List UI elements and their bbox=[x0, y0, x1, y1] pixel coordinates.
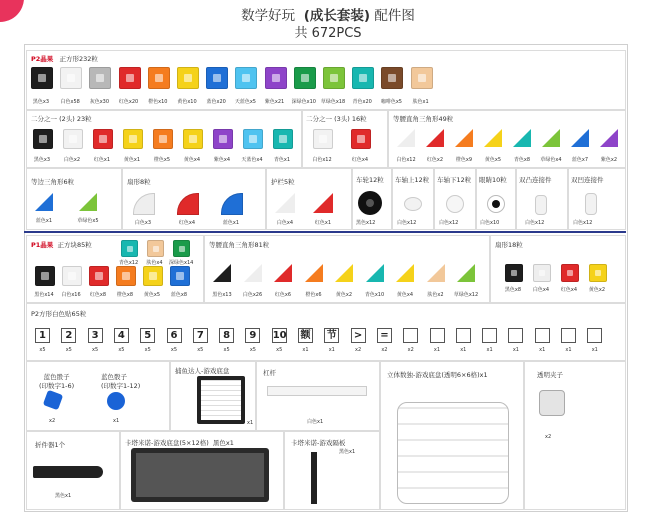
connA-title: 双凸连接件 bbox=[519, 176, 552, 184]
eqtri-section bbox=[26, 168, 122, 230]
rtri49-piece bbox=[426, 129, 444, 147]
sector8-title: 扇形8粒 bbox=[127, 178, 151, 186]
p1-bottom-label: 黄色x5 bbox=[143, 292, 161, 298]
sector18-piece bbox=[533, 264, 551, 282]
half23-piece bbox=[213, 129, 233, 149]
connB-title: 双凹连接件 bbox=[571, 176, 604, 184]
rtri81-piece bbox=[274, 264, 292, 282]
p2-cube-label: 黄色x10 bbox=[177, 99, 197, 105]
rtri81-label: 白色x26 bbox=[242, 292, 263, 298]
wheel-count: 黑色x12 bbox=[356, 220, 376, 226]
connector-concave-icon bbox=[585, 193, 597, 215]
white-sticker-count: x5 bbox=[39, 347, 46, 353]
clip-section bbox=[524, 361, 626, 510]
sector18-piece bbox=[589, 264, 607, 282]
p1-bottom-piece bbox=[116, 266, 136, 286]
p2-cube-piece bbox=[119, 67, 141, 89]
rtri81-label: 红色x6 bbox=[274, 292, 292, 298]
rtri49-piece bbox=[600, 129, 618, 147]
half23-label: 白色x2 bbox=[63, 157, 81, 163]
half23-piece bbox=[123, 129, 143, 149]
white-sticker-tile: 10 bbox=[272, 330, 287, 341]
lever-icon bbox=[267, 386, 367, 396]
p2-cube-label: 橙色x10 bbox=[148, 99, 168, 105]
half16-label: 白色x12 bbox=[312, 157, 332, 163]
p1-top-label: 青色x12 bbox=[118, 260, 139, 266]
axledown-count: 白色x12 bbox=[439, 220, 459, 226]
white-sticker-count: x5 bbox=[276, 347, 283, 353]
p1-bottom-piece bbox=[35, 266, 55, 286]
half23-piece bbox=[243, 129, 263, 149]
half23-piece bbox=[63, 129, 83, 149]
white-sticker-tile: 1 bbox=[35, 328, 50, 343]
p2white-title: P2方形白色贴65粒 bbox=[31, 310, 87, 318]
white-sticker-count: x5 bbox=[249, 347, 256, 353]
board3d-section bbox=[380, 361, 524, 510]
axle-down-icon bbox=[446, 195, 464, 213]
half23-piece bbox=[273, 129, 293, 149]
rtri49-piece bbox=[455, 129, 473, 147]
rtri81-piece bbox=[427, 264, 445, 282]
divider-title: 卡塔米诺-游戏隔板 bbox=[291, 439, 346, 447]
rtri49-piece bbox=[571, 129, 589, 147]
clip-icon bbox=[539, 390, 565, 416]
rtri81-piece bbox=[396, 264, 414, 282]
p1-bottom-piece bbox=[89, 266, 109, 286]
p2-cube-label: 草绿色x18 bbox=[320, 99, 346, 105]
sector18-section bbox=[490, 235, 626, 303]
rtri49-label: 蓝色x7 bbox=[571, 157, 589, 163]
p1-section bbox=[26, 235, 204, 303]
rtri49-piece bbox=[542, 129, 560, 147]
white-sticker-tile bbox=[403, 328, 418, 343]
wheel-title: 车轮12粒 bbox=[356, 176, 384, 184]
half23-piece bbox=[93, 129, 113, 149]
guard-piece bbox=[313, 193, 333, 213]
p2-cube-piece bbox=[381, 67, 403, 89]
dice-six-icon bbox=[43, 390, 64, 411]
lever-count: 白色x1 bbox=[307, 419, 324, 425]
gomoku-section bbox=[170, 361, 256, 431]
p2-cube-label: 青色x20 bbox=[352, 99, 372, 105]
plane-section bbox=[26, 431, 120, 510]
white-sticker-count: x5 bbox=[197, 347, 204, 353]
rtri81-piece bbox=[305, 264, 323, 282]
eqtri-piece bbox=[79, 193, 97, 211]
eye-count: 白色x10 bbox=[480, 220, 500, 226]
sector8-section bbox=[122, 168, 266, 230]
divider-section bbox=[284, 431, 380, 510]
white-sticker-count: x1 bbox=[486, 347, 493, 353]
p2-cube-piece bbox=[206, 67, 228, 89]
rtri49-label: 橙色x9 bbox=[455, 157, 473, 163]
p2-cube-piece bbox=[89, 67, 111, 89]
half23-label: 黄色x4 bbox=[183, 157, 201, 163]
guard-section bbox=[266, 168, 352, 230]
white-sticker-tile bbox=[561, 328, 576, 343]
p2-cube-label: 紫色x21 bbox=[264, 99, 285, 105]
half23-label: 黑色x3 bbox=[33, 157, 51, 163]
p1-top-piece bbox=[173, 240, 190, 257]
p2-cube-label: 红色x20 bbox=[118, 99, 139, 105]
p2-cube-label: 灰色x30 bbox=[89, 99, 110, 105]
rtri81-label: 黄色x2 bbox=[335, 292, 353, 298]
gomoku-count: x1 bbox=[247, 420, 254, 426]
rtri49-label: 草绿色x4 bbox=[540, 157, 562, 163]
rtri49-label: 白色x12 bbox=[396, 157, 416, 163]
half23-label: 青色x1 bbox=[273, 157, 291, 163]
sector8-label: 白色x3 bbox=[134, 220, 152, 226]
white-sticker-tile: 8 bbox=[219, 328, 234, 343]
connA-count: 白色x12 bbox=[525, 220, 545, 226]
white-sticker-count: x5 bbox=[170, 347, 178, 353]
divider-icon bbox=[311, 452, 317, 504]
p2-cube-label: 咖啡色x5 bbox=[380, 99, 402, 105]
p1-top-label: 深绿色x14 bbox=[169, 260, 194, 266]
white-sticker-count: x5 bbox=[223, 347, 230, 353]
lever-title: 杠杆 bbox=[263, 369, 276, 377]
white-sticker-tile: 额 bbox=[298, 328, 313, 343]
axledown-section bbox=[434, 168, 476, 230]
guard-title: 护栏5粒 bbox=[271, 178, 295, 186]
rtri81-label: 黄色x4 bbox=[396, 292, 414, 298]
eye-title: 眼睛10粒 bbox=[479, 176, 507, 184]
p1-top-label: 肤色x4 bbox=[146, 260, 163, 266]
p1-top-piece bbox=[147, 240, 164, 257]
white-sticker-tile bbox=[508, 328, 523, 343]
dice-section bbox=[26, 361, 170, 431]
p2-cube-label: 深绿色x10 bbox=[291, 99, 316, 105]
sector8-piece bbox=[177, 193, 199, 215]
white-sticker-count: x2 bbox=[355, 347, 362, 353]
dice-twelve-label: 蓝色骰子 (印数字1-12) bbox=[101, 373, 141, 390]
rtri81-section bbox=[204, 235, 490, 303]
dice-six-label: 蓝色骰子 (印数字1-6) bbox=[39, 373, 75, 390]
sector8-label: 红色x4 bbox=[178, 220, 196, 226]
sector18-label: 黄色x2 bbox=[588, 287, 606, 293]
white-sticker-count: x2 bbox=[381, 347, 388, 353]
axleup-count: 白色x12 bbox=[397, 220, 417, 226]
eqtri-label: 蓝色x1 bbox=[35, 218, 53, 224]
p2-cube-piece bbox=[235, 67, 257, 89]
half23-label: 黄色x1 bbox=[123, 157, 141, 163]
half16-piece bbox=[313, 129, 333, 149]
axledown-title: 车轴下12粒 bbox=[437, 176, 472, 184]
p2-header: P2晶果 正方形232粒 bbox=[31, 55, 98, 63]
eye-icon bbox=[487, 195, 505, 213]
sector18-label: 红色x4 bbox=[560, 287, 578, 293]
p1-bottom-label: 白色x16 bbox=[61, 292, 81, 298]
wheel-icon bbox=[358, 191, 382, 215]
dice-twelve-count: x1 bbox=[113, 418, 120, 424]
rtri49-label: 紫色x2 bbox=[600, 157, 618, 163]
rtri81-label: 橙色x6 bbox=[305, 292, 322, 298]
board3d-grid-icon bbox=[397, 402, 509, 504]
p2white-section bbox=[26, 303, 626, 361]
axleup-title: 车轴上12粒 bbox=[395, 176, 430, 184]
gomoku-title: 捕鱼达人-游戏底盘 bbox=[175, 367, 230, 375]
p1-bottom-label: 红色x8 bbox=[89, 292, 107, 298]
half23-title: 二分之一 (2头) 23粒 bbox=[31, 115, 92, 123]
half16-section bbox=[302, 110, 388, 168]
p2-cube-piece bbox=[177, 67, 199, 89]
sector8-piece bbox=[133, 193, 155, 215]
white-sticker-count: x1 bbox=[302, 347, 309, 353]
tray-section bbox=[120, 431, 284, 510]
tray-header: 卡塔米诺-游戏底盘(5×12格) 黑色x1 bbox=[125, 439, 234, 447]
sector18-title: 扇形18粒 bbox=[495, 241, 523, 249]
white-sticker-count: x1 bbox=[433, 347, 441, 353]
axleup-section bbox=[392, 168, 434, 230]
page-title: 数学好玩 (成长套装) 配件图 bbox=[241, 8, 415, 24]
gomoku-board-icon bbox=[197, 376, 245, 424]
dice-twelve-icon bbox=[107, 392, 125, 410]
rtri81-piece bbox=[457, 264, 475, 282]
white-sticker-tile: 5 bbox=[140, 328, 155, 343]
white-sticker-count: x1 bbox=[539, 347, 546, 353]
half23-piece bbox=[33, 129, 53, 149]
half23-label: 红色x1 bbox=[93, 157, 111, 163]
rtri81-label: 青色x10 bbox=[364, 292, 385, 298]
divider-count: 黑色x1 bbox=[339, 449, 356, 455]
sector18-label: 白色x4 bbox=[532, 287, 550, 293]
white-sticker-tile: 6 bbox=[167, 328, 182, 343]
white-sticker-count: x5 bbox=[144, 347, 151, 353]
white-sticker-count: x5 bbox=[118, 347, 125, 353]
white-sticker-tile bbox=[482, 328, 497, 343]
tray-icon bbox=[131, 448, 269, 502]
clip-count: x2 bbox=[545, 434, 552, 440]
p1-bottom-label: 橙色x8 bbox=[116, 292, 134, 298]
rtri81-piece bbox=[335, 264, 353, 282]
sector8-label: 蓝色x1 bbox=[222, 220, 240, 226]
rtri49-piece bbox=[397, 129, 415, 147]
plane-icon bbox=[33, 466, 103, 478]
rtri49-section bbox=[388, 110, 626, 168]
rtri49-piece bbox=[484, 129, 502, 147]
rtri81-piece bbox=[366, 264, 384, 282]
half23-label: 天蓝色x4 bbox=[241, 157, 263, 163]
p1-bottom-piece bbox=[143, 266, 163, 286]
white-sticker-count: x1 bbox=[328, 347, 335, 353]
axle-up-icon bbox=[404, 197, 422, 211]
white-sticker-tile bbox=[535, 328, 550, 343]
white-sticker-tile: 3 bbox=[88, 328, 103, 343]
eqtri-piece bbox=[35, 193, 53, 211]
total-count: 共 672PCS bbox=[294, 26, 362, 41]
p2-cube-label: 肤色x1 bbox=[412, 99, 429, 105]
white-sticker-tile: 7 bbox=[193, 328, 208, 343]
white-sticker-tile: 节 bbox=[324, 328, 339, 343]
sector8-piece bbox=[221, 193, 243, 215]
half23-label: 紫色x4 bbox=[213, 157, 231, 163]
white-sticker-count: x1 bbox=[512, 347, 519, 353]
rtri81-piece bbox=[244, 264, 262, 282]
white-sticker-tile: > bbox=[351, 328, 366, 343]
p2-cube-label: 天蓝色x5 bbox=[234, 99, 256, 105]
white-sticker-tile bbox=[456, 328, 471, 343]
white-sticker-count: x1 bbox=[565, 347, 572, 353]
p1-bottom-label: 蓝色x8 bbox=[170, 292, 188, 298]
connA-section bbox=[516, 168, 568, 230]
half16-label: 红色x4 bbox=[351, 157, 369, 163]
p2-cube-label: 蓝色x20 bbox=[206, 99, 226, 105]
rtri81-title: 等腰直角三角形81粒 bbox=[209, 241, 270, 249]
white-sticker-tile: 4 bbox=[114, 328, 129, 343]
rtri49-piece bbox=[513, 129, 531, 147]
section-divider bbox=[24, 231, 626, 233]
clip-title: 透明夹子 bbox=[537, 371, 563, 379]
guard-label: 白色x4 bbox=[276, 220, 294, 226]
half16-piece bbox=[351, 129, 371, 149]
board3d-title: 立体数独-游戏底盘(透明6×6格)x1 bbox=[387, 371, 488, 379]
dice-six-count: x2 bbox=[49, 418, 56, 424]
half23-label: 橙色x5 bbox=[153, 157, 171, 163]
rtri81-label: 肤色x2 bbox=[427, 292, 444, 298]
p2-cube-piece bbox=[352, 67, 374, 89]
connB-count: 白色x12 bbox=[573, 220, 593, 226]
connB-section bbox=[568, 168, 626, 230]
half23-piece bbox=[183, 129, 203, 149]
white-sticker-count: x5 bbox=[92, 347, 99, 353]
guard-piece bbox=[275, 193, 295, 213]
eqtri-label: 草绿色x5 bbox=[77, 218, 99, 224]
half23-section bbox=[26, 110, 302, 168]
lever-section bbox=[256, 361, 380, 431]
white-sticker-tile bbox=[430, 328, 445, 343]
p2-cube-piece bbox=[294, 67, 316, 89]
white-sticker-tile bbox=[587, 328, 602, 343]
p1-bottom-label: 黑色x14 bbox=[34, 292, 54, 298]
connector-convex-icon bbox=[535, 195, 547, 215]
white-sticker-tile: 9 bbox=[245, 328, 260, 343]
rtri81-label: 草绿色x12 bbox=[453, 292, 479, 298]
p1-top-piece bbox=[121, 240, 138, 257]
p2-cube-label: 白色x58 bbox=[60, 99, 80, 105]
rtri49-label: 青色x8 bbox=[513, 157, 531, 163]
p2-cube-label: 黑色x3 bbox=[32, 99, 50, 105]
eye-section bbox=[476, 168, 516, 230]
guard-label: 红色x1 bbox=[314, 220, 332, 226]
sector18-piece bbox=[561, 264, 579, 282]
plane-title: 折件器1个 bbox=[35, 441, 66, 449]
white-sticker-count: x5 bbox=[65, 347, 72, 353]
white-sticker-count: x2 bbox=[407, 347, 414, 353]
half16-title: 二分之一 (3头) 16粒 bbox=[306, 115, 367, 123]
p2-cube-piece bbox=[265, 67, 287, 89]
rtri49-title: 等腰直角三角形49粒 bbox=[393, 115, 454, 123]
p2-cube-piece bbox=[60, 67, 82, 89]
p1-header: P1晶果 正方块85粒 bbox=[31, 241, 92, 249]
rtri49-label: 黄色x5 bbox=[484, 157, 502, 163]
p2-cube-piece bbox=[323, 67, 345, 89]
eqtri-title: 等边三角形6粒 bbox=[31, 178, 75, 186]
sector18-label: 黑色x8 bbox=[504, 287, 522, 293]
wheel-section bbox=[352, 168, 392, 230]
white-sticker-count: x1 bbox=[460, 347, 467, 353]
p1-bottom-piece bbox=[170, 266, 190, 286]
plane-count: 黑色x1 bbox=[55, 493, 72, 499]
white-sticker-tile: = bbox=[377, 328, 392, 343]
p2-cube-piece bbox=[31, 67, 53, 89]
sector18-piece bbox=[505, 264, 523, 282]
half23-piece bbox=[153, 129, 173, 149]
p2-cube-piece bbox=[411, 67, 433, 89]
rtri81-label: 黑色x13 bbox=[212, 292, 232, 298]
white-sticker-count: x1 bbox=[591, 347, 598, 353]
rtri81-piece bbox=[213, 264, 231, 282]
p1-bottom-piece bbox=[62, 266, 82, 286]
white-sticker-tile: 2 bbox=[61, 328, 76, 343]
p2-cube-section bbox=[26, 50, 626, 110]
p2-cube-piece bbox=[148, 67, 170, 89]
rtri49-label: 红色x2 bbox=[426, 157, 444, 163]
